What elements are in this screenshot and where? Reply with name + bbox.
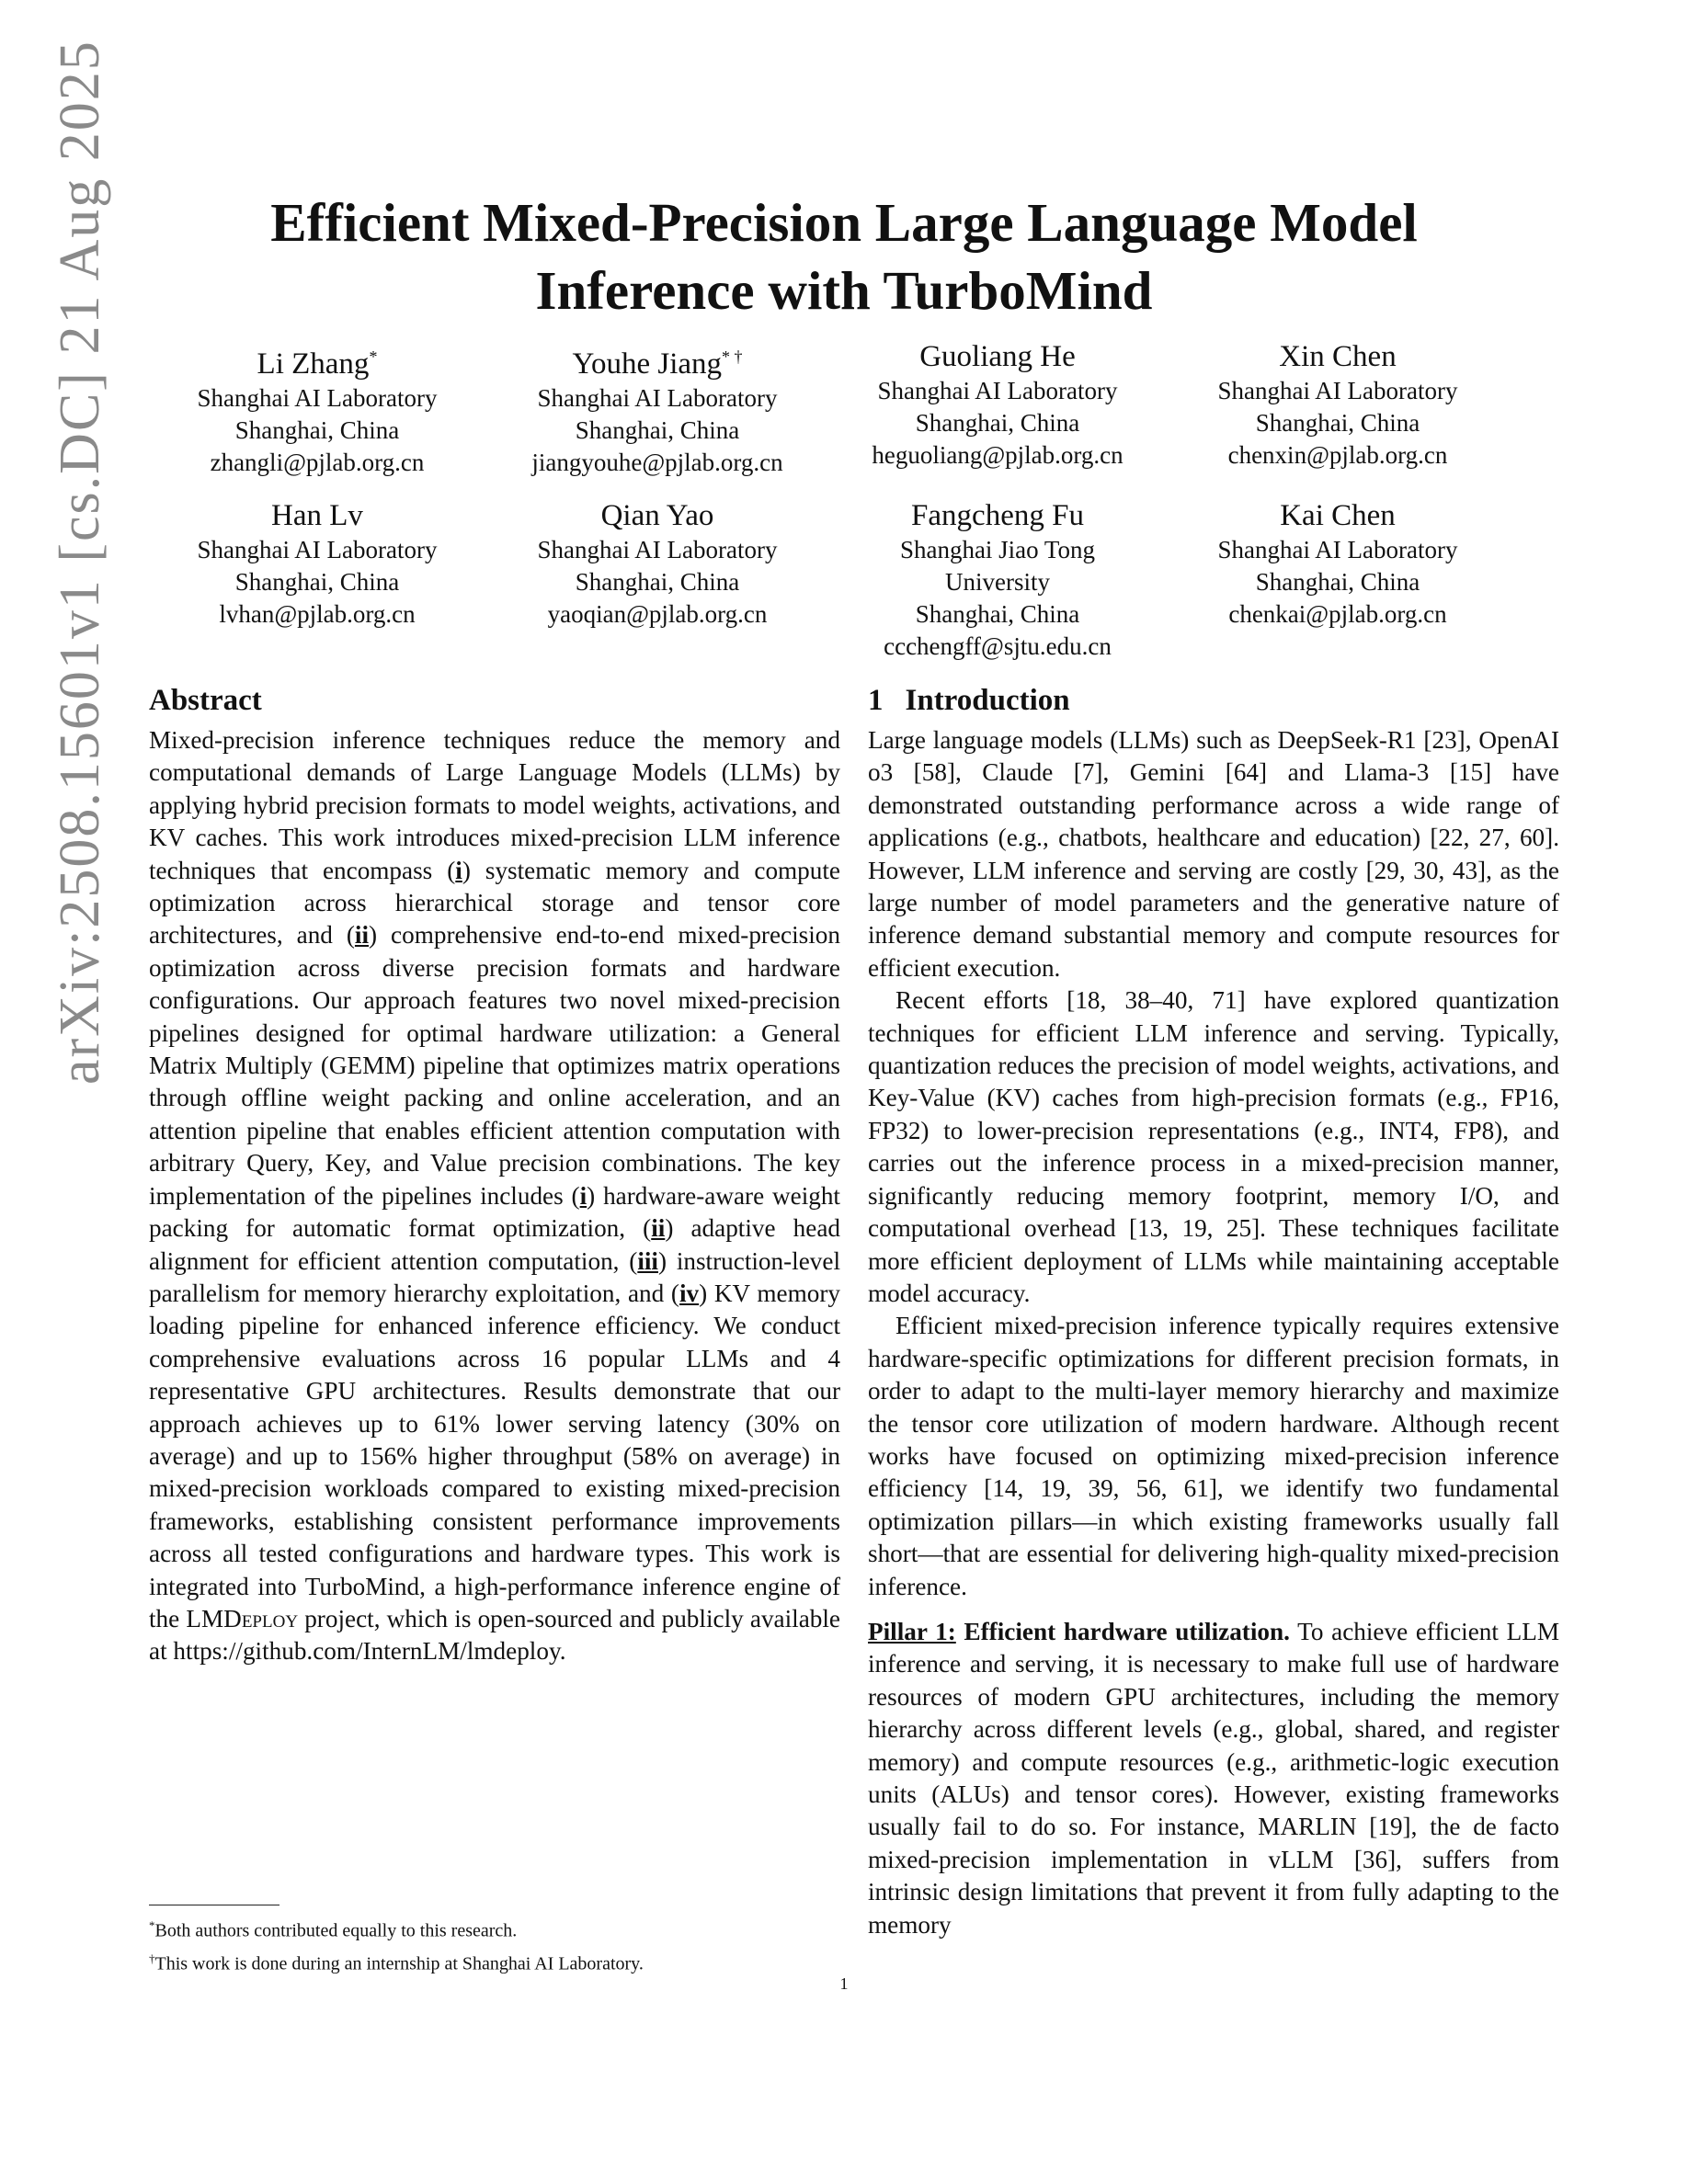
author-affiliation: Shanghai AI Laboratory xyxy=(537,384,778,412)
author-email: yaoqian@pjlab.org.cn xyxy=(547,600,768,628)
author-affiliation: Shanghai AI Laboratory xyxy=(537,536,778,563)
section-number: 1 xyxy=(868,684,884,717)
author-card xyxy=(1168,338,1508,479)
intro-paragraph-2: Recent efforts [18, 38–40, 71] have explored quantization techniques for efficient LLM inference and serving. Typically, quantization reduces the precision of model weights, activations, and Key-Value (KV) caches from high-precision formats (e.g., FP16, FP32) to lower-precision representations (e.g., INT4, FP8), and carries out the inference process in a mixed-precision manner, significantly reducing memory footprint, memory I/O, and computational overhead [13, 19, 25]. These techniques facilitate more efficient deployment of LLMs while maintaining acceptable model accuracy. xyxy=(868,986,1559,1307)
arxiv-identifier-stamp: arXiv:2508.15601v1 [cs.DC] 21 Aug 2025 xyxy=(49,40,111,1085)
author-card xyxy=(147,497,487,663)
author-email: chenkai@pjlab.org.cn xyxy=(1228,600,1447,628)
author-card xyxy=(487,497,827,663)
author-location: Shanghai, China xyxy=(915,409,1080,437)
author-row-2 xyxy=(147,497,1508,663)
author-affiliation-continued: University xyxy=(945,568,1050,596)
author-name: Han Lv xyxy=(271,499,363,532)
pillar-title: Efficient hardware utilization. xyxy=(964,1617,1290,1645)
author-location: Shanghai, China xyxy=(1255,568,1420,596)
paper-title xyxy=(147,188,1541,324)
intro-paragraph-3: Efficient mixed-precision inference typically requires extensive hardware-specific optimizations for different precision formats, in order to adapt to the multi-layer memory hierarchy and maximize the tensor core utilization of modern hardware. Although recent works have focused on optimizing mixed-precision inference efficiency [14, 19, 39, 56, 61], we identify two fundamental optimization pillars—in which existing frameworks usually fall short—that are essential for delivering high-quality mixed-precision inference. xyxy=(868,1312,1559,1600)
enumeration-marker: ii xyxy=(651,1214,666,1243)
author-affiliation: Shanghai AI Laboratory xyxy=(1217,536,1458,563)
author-location: Shanghai, China xyxy=(575,416,740,444)
author-email: zhangli@pjlab.org.cn xyxy=(210,449,425,476)
paper-title-line-2: Inference with TurboMind xyxy=(535,260,1153,321)
pillar-label: Pillar 1: xyxy=(868,1617,956,1645)
author-mark: * † xyxy=(722,347,743,366)
author-name: Qian Yao xyxy=(600,499,714,532)
footnote-equal-contribution: *Both authors contributed equally to this research. xyxy=(149,1918,518,1941)
author-mark: * xyxy=(369,347,378,366)
abstract-section xyxy=(149,682,840,1668)
introduction-section xyxy=(868,682,1559,1941)
author-location: Shanghai, China xyxy=(575,568,740,596)
author-card xyxy=(147,338,487,479)
author-location: Shanghai, China xyxy=(234,568,400,596)
author-affiliation: Shanghai AI Laboratory xyxy=(877,377,1118,404)
author-name: Li Zhang xyxy=(257,347,370,381)
author-email: chenxin@pjlab.org.cn xyxy=(1227,441,1448,469)
enumeration-marker: ii xyxy=(354,921,370,950)
author-affiliation: Shanghai AI Laboratory xyxy=(1217,377,1458,404)
enumeration-marker: iv xyxy=(679,1279,700,1307)
enumeration-marker: i xyxy=(579,1181,587,1210)
author-location: Shanghai, China xyxy=(234,416,400,444)
paper-title-line-1: Efficient Mixed-Precision Large Language Model xyxy=(270,192,1418,253)
enumeration-marker: iii xyxy=(637,1246,658,1275)
author-location: Shanghai, China xyxy=(915,600,1080,628)
page-number: 1 xyxy=(839,1974,849,1993)
abstract-body: Mixed-precision inference techniques reduce the memory and computational demands of Large Language Models (LLMs) by applying hybrid precision formats to model weights, activations, and KV caches. This work introduces mixed-precision LLM inference techniques that encompass (i) systematic memory and compute optimization across hierarchical storage and tensor core architectures, and (ii) comprehensive end-to-end mixed-precision optimization across diverse precision formats and hardware configurations. Our approach features two novel mixed-precision pipelines designed for optimal hardware utilization: a General Matrix Multiply (GEMM) pipeline that optimizes matrix operations through offline weight packing and online acceleration, and an attention pipeline that enables efficient attention computation with arbitrary Query, Key, and Value precision combinations. The key implementation of the pipelines includes (i) hardware-aware weight packing for automatic format optimization, (ii) adaptive head alignment for efficient attention computation, (iii) instruction-level parallelism for memory hierarchy exploitation, and (iv) KV memory loading pipeline for enhanced inference efficiency. We conduct comprehensive evaluations across 16 popular LLMs and 4 representative GPU architectures. Results demonstrate that our approach achieves up to 61% lower serving latency (30% on average) and up to 156% higher throughput (58% on average) in mixed-precision workloads compared to existing mixed-precision frameworks, establishing consistent performance improvements across all tested configurations and hardware types. This work is integrated into TurboMind, a high-performance inference engine of the LMDeploy project, which is open-sourced and publicly available at https://github.com/InternLM/lmdeploy. xyxy=(149,726,841,1666)
author-affiliation: Shanghai AI Laboratory xyxy=(197,384,438,412)
author-name: Fangcheng Fu xyxy=(911,499,1084,532)
author-card xyxy=(1168,497,1508,663)
author-affiliation: Shanghai Jiao Tong xyxy=(899,536,1096,563)
author-email: lvhan@pjlab.org.cn xyxy=(219,600,416,628)
intro-paragraph-1: Large language models (LLMs) such as DeepSeek-R1 [23], OpenAI o3 [58], Claude [7], Gemini [64] and Llama-3 [15] have demonstrated outstanding performance across a wide range of applications (e.g., chatbots, healthcare and education) [22, 27, 60]. However, LLM inference and serving are costly [29, 30, 43], as the large number of model parameters and the generative nature of inference demand substantial memory and compute resources for efficient execution. xyxy=(868,726,1559,982)
lmdeploy-smallcaps: eploy xyxy=(241,1604,299,1632)
author-card xyxy=(487,338,827,479)
footnotes xyxy=(149,1912,644,1977)
author-email: jiangyouhe@pjlab.org.cn xyxy=(531,449,783,476)
author-name: Guoliang He xyxy=(919,340,1076,373)
abstract-heading: Abstract xyxy=(149,684,262,717)
footnote-internship: †This work is done during an internship at Shanghai AI Laboratory. xyxy=(149,1951,644,1974)
author-name: Youhe Jiang xyxy=(572,347,723,381)
intro-paragraph-pillar-1: Pillar 1: Efficient hardware utilization. To achieve efficient LLM inference and serving, it is necessary to make full use of hardware resources of modern GPU architectures, including the memory hierarchy across different levels (e.g., global, shared, and register memory) and compute resources (e.g., arithmetic-logic execution units (ALUs) and tensor cores). However, existing frameworks usually fail to do so. For instance, MARLIN [19], the de facto mixed-precision implementation in vLLM [36], suffers from intrinsic design limitations that prevent it from fully adapting to the memory xyxy=(868,1617,1559,1939)
introduction-heading: 1 Introduction xyxy=(868,684,1070,717)
author-email: heguoliang@pjlab.org.cn xyxy=(872,441,1123,469)
author-name: Kai Chen xyxy=(1280,499,1396,532)
author-email: ccchengff@sjtu.edu.cn xyxy=(884,632,1112,660)
author-affiliation: Shanghai AI Laboratory xyxy=(197,536,438,563)
enumeration-marker: i xyxy=(455,856,462,884)
author-row-1 xyxy=(147,338,1508,479)
author-card xyxy=(827,338,1168,479)
author-name: Xin Chen xyxy=(1279,340,1397,373)
author-location: Shanghai, China xyxy=(1255,409,1420,437)
author-block xyxy=(147,338,1508,663)
author-card xyxy=(827,497,1168,663)
